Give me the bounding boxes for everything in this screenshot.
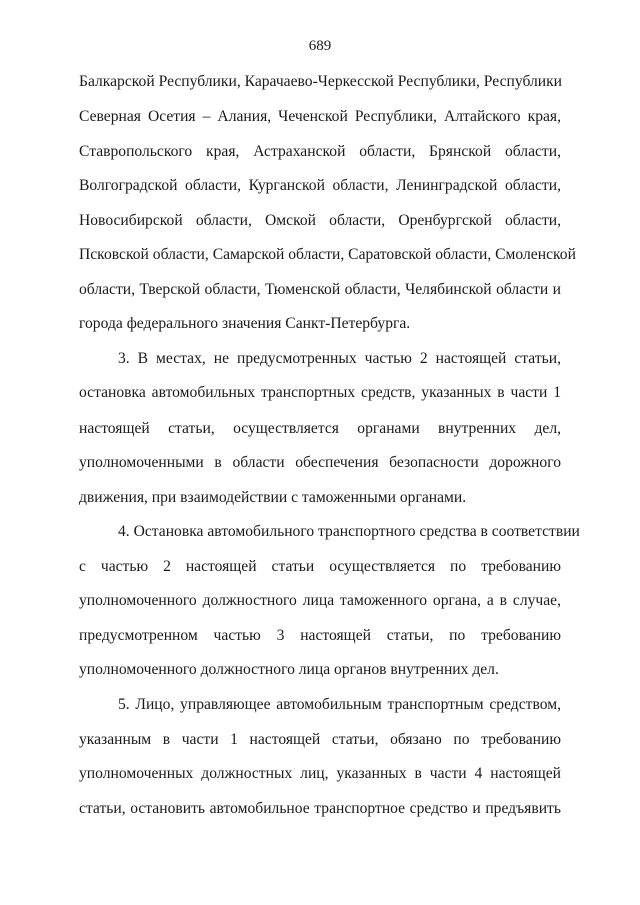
text-line: Балкарской Республики, Карачаево-Черкесской Республики, Республики — [79, 73, 563, 90]
text-line: уполномоченными в области обеспечения безопасности дорожного — [79, 454, 561, 471]
text-line: уполномоченного должностного лица таможенного органа, а в случае, — [79, 592, 561, 609]
text-line: указанным в части 1 настоящей статьи, обязано по требованию — [79, 731, 561, 748]
text-line: настоящей статьи, осуществляется органами внутренних дел, — [79, 420, 561, 437]
text-line: предусмотренном частью 3 настоящей статьи, по требованию — [79, 627, 561, 644]
text-line: статьи, остановить автомобильное транспортное средство и предъявить — [79, 800, 561, 817]
text-line: Новосибирской области, Омской области, Оренбургской области, — [79, 212, 561, 229]
text-line: области, Тверской области, Тюменской области, Челябинской области и — [79, 281, 561, 298]
paragraph-first-line: 3. В местах, не предусмотренных частью 2 настоящей статьи, — [118, 350, 561, 367]
paragraph-first-line: 5. Лицо, управляющее автомобильным транспортным средством, — [118, 696, 561, 713]
page-number: 689 — [308, 38, 332, 54]
text-line: Ставропольского края, Астраханской области, Брянской области, — [79, 143, 561, 160]
text-line: Волгоградской области, Курганской области, Ленинградской области, — [79, 177, 561, 194]
text-line: движения, при взаимодействии с таможенными органами. — [79, 489, 467, 506]
text-line: остановка автомобильных транспортных средств, указанных в части 1 — [79, 384, 561, 401]
text-line: города федерального значения Санкт-Петербурга. — [79, 315, 411, 332]
paragraph-first-line: 4. Остановка автомобильного транспортного средства в соответствии — [118, 523, 580, 540]
text-line: Псковской области, Самарской области, Саратовской области, Смоленской — [79, 246, 576, 263]
text-line: уполномоченного должностного лица органов внутренних дел. — [79, 661, 499, 678]
text-line: с частью 2 настоящей статьи осуществляется по требованию — [79, 558, 561, 575]
text-line: Северная Осетия – Алания, Чеченской Республики, Алтайского края, — [79, 108, 561, 125]
text-line: уполномоченных должностных лиц, указанных в части 4 настоящей — [79, 765, 561, 782]
